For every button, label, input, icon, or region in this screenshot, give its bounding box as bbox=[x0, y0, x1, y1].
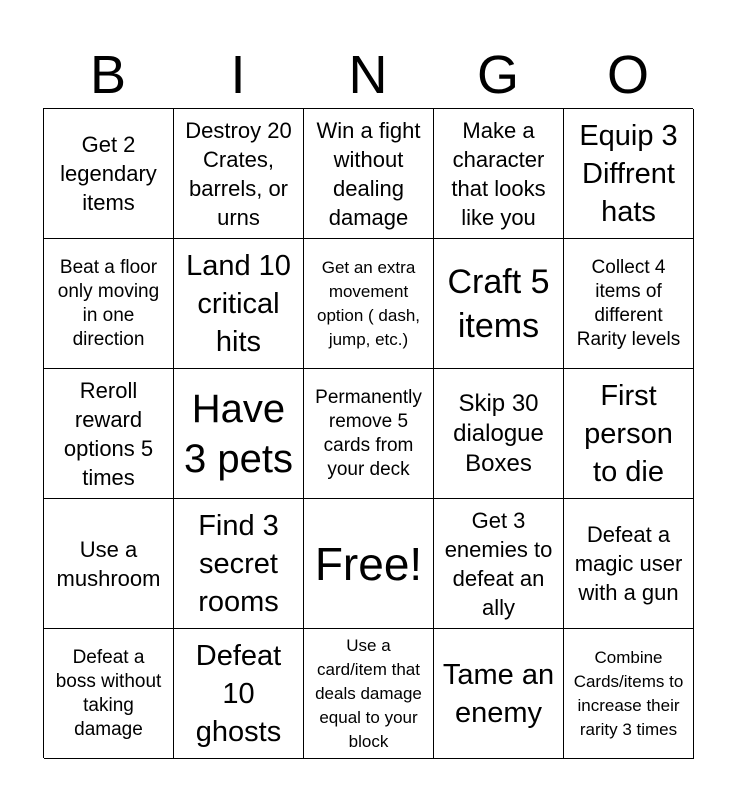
cell-text: Defeat a boss without taking damage bbox=[55, 646, 162, 740]
bingo-cell-r2c1[interactable] bbox=[44, 239, 174, 369]
cell-text: Free! bbox=[314, 537, 423, 590]
cell-text: Destroy 20 Crates, barrels, or urns bbox=[185, 117, 292, 230]
bingo-cell-r4c4[interactable] bbox=[434, 499, 564, 629]
cell-text: Permanently remove 5 cards from your deck bbox=[315, 386, 422, 480]
cell-text: Get 2 legendary items bbox=[60, 132, 157, 215]
header-letter-o: O bbox=[606, 45, 649, 105]
bingo-cell-r3c5[interactable] bbox=[564, 369, 694, 499]
bingo-cell-r5c5[interactable] bbox=[564, 629, 694, 759]
cell-text: Tame an enemy bbox=[442, 658, 555, 729]
bingo-cell-r3c2[interactable] bbox=[174, 369, 304, 499]
bingo-cell-r2c2[interactable] bbox=[174, 239, 304, 369]
cell-text: Beat a floor only moving in one direction bbox=[57, 256, 160, 350]
cell-text: Use a card/item that deals damage equal to your block bbox=[315, 635, 422, 751]
cell-text: Get 3 enemies to defeat an ally bbox=[444, 507, 553, 620]
bingo-cell-r2c5[interactable] bbox=[564, 239, 694, 369]
bingo-cell-r2c3[interactable] bbox=[304, 239, 434, 369]
bingo-cell-r1c3[interactable] bbox=[304, 109, 434, 239]
cell-text: Have 3 pets bbox=[184, 386, 293, 481]
bingo-cell-r1c5[interactable] bbox=[564, 109, 694, 239]
bingo-cell-r4c2[interactable] bbox=[174, 499, 304, 629]
cell-text: Combine Cards/items to increase their rarity 3 times bbox=[573, 647, 684, 739]
bingo-cell-r3c3[interactable] bbox=[304, 369, 434, 499]
cell-text: Defeat 10 ghosts bbox=[195, 639, 282, 748]
cell-text: Reroll reward options 5 times bbox=[63, 377, 154, 490]
cell-text: Use a mushroom bbox=[56, 536, 161, 591]
cell-text: Land 10 critical hits bbox=[186, 249, 291, 358]
header-letter-g: G bbox=[476, 45, 519, 105]
cell-text: Skip 30 dialogue Boxes bbox=[453, 389, 544, 477]
cell-text: Defeat a magic user with a gun bbox=[574, 522, 683, 605]
bingo-cell-r3c1[interactable] bbox=[44, 369, 174, 499]
cell-text: First person to die bbox=[584, 379, 673, 488]
bingo-cell-r4c1[interactable] bbox=[44, 499, 174, 629]
bingo-header bbox=[43, 44, 693, 106]
bingo-cell-r5c1[interactable] bbox=[44, 629, 174, 759]
bingo-grid bbox=[43, 108, 693, 758]
cell-text: Equip 3 Diffrent hats bbox=[579, 119, 678, 228]
bingo-cell-r2c4[interactable] bbox=[434, 239, 564, 369]
cell-text: Get an extra movement option ( dash, jump, etc.) bbox=[316, 257, 420, 349]
cell-text: Find 3 secret rooms bbox=[198, 509, 279, 618]
cell-text: Craft 5 items bbox=[447, 262, 550, 345]
bingo-cell-free[interactable] bbox=[304, 499, 434, 629]
bingo-cell-r5c4[interactable] bbox=[434, 629, 564, 759]
bingo-cell-r4c5[interactable] bbox=[564, 499, 694, 629]
bingo-cell-r1c4[interactable] bbox=[434, 109, 564, 239]
bingo-cell-r3c4[interactable] bbox=[434, 369, 564, 499]
cell-text: Collect 4 items of different Rarity levels bbox=[576, 256, 681, 350]
bingo-cell-r5c2[interactable] bbox=[174, 629, 304, 759]
header-letter-i: I bbox=[230, 45, 246, 105]
cell-text: Win a fight without dealing damage bbox=[316, 117, 421, 230]
cell-text: Make a character that looks like you bbox=[451, 117, 546, 230]
header-letter-b: B bbox=[89, 45, 127, 105]
bingo-cell-r1c1[interactable] bbox=[44, 109, 174, 239]
header-letter-n: N bbox=[348, 45, 388, 105]
bingo-cell-r1c2[interactable] bbox=[174, 109, 304, 239]
bingo-cell-r5c3[interactable] bbox=[304, 629, 434, 759]
